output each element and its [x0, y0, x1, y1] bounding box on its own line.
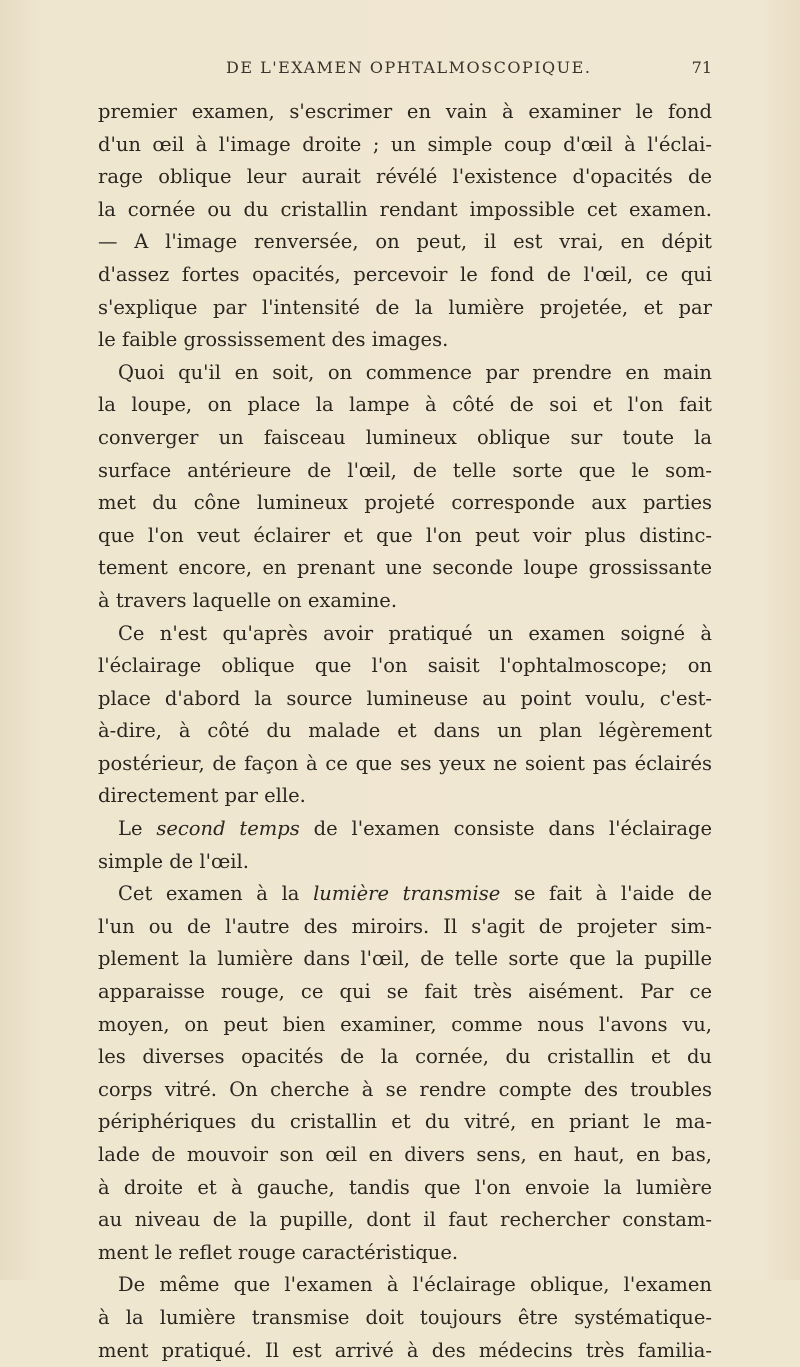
text-line: le faible grossissement des images. [98, 328, 449, 352]
text-line [98, 878, 712, 911]
text-line: les diverses opacités de la cornée, du cristallin et du [98, 1045, 712, 1069]
page-number: 71 [691, 58, 712, 77]
text-fragment: Le [118, 817, 157, 841]
text-line: De même que l'examen à l'éclairage oblique, l'examen [118, 1273, 712, 1297]
text-line: la loupe, on place la lampe à côté de soi et l'on fait [98, 393, 712, 417]
text-line: au niveau de la pupille, dont il faut rechercher constam- [98, 1208, 712, 1232]
body-text [98, 96, 712, 1367]
text-line: rage oblique leur aurait révélé l'existence d'opacités de [98, 165, 712, 189]
text-line: converger un faisceau lumineux oblique sur toute la [98, 425, 712, 449]
text-line: s'explique par l'intensité de la lumière projetée, et par [98, 295, 712, 319]
text-line: postérieur, de façon à ce que ses yeux ne soient pas éclairés [98, 751, 712, 775]
text-line: l'éclairage oblique que l'on saisit l'ophtalmoscope; on [98, 654, 712, 678]
text-line: la cornée ou du cristallin rendant impossible cet examen. [98, 197, 712, 221]
text-line: met du cône lumineux projeté corresponde aux parties [98, 491, 712, 515]
text-line: directement par elle. [98, 784, 306, 808]
text-line: — A l'image renversée, on peut, il est vrai, en dépit [98, 230, 712, 254]
text-line: place d'abord la source lumineuse au point voulu, c'est- [98, 686, 712, 710]
text-line: que l'on veut éclairer et que l'on peut voir plus distinc- [98, 523, 712, 547]
text-line: à travers laquelle on examine. [98, 588, 398, 612]
text-line: tement encore, en prenant une seconde loupe grossissante [98, 556, 712, 580]
text-line: lade de mouvoir son œil en divers sens, en haut, en bas, [98, 1143, 712, 1166]
text-line: ment pratiqué. Il est arrivé à des médecins très familia- [98, 1338, 712, 1362]
text-line: périphériques du cristallin et du vitré, en priant le ma- [98, 1110, 712, 1134]
running-title: DE L'EXAMEN OPHTALMOSCOPIQUE. [226, 58, 592, 77]
text-line: apparaisse rouge, ce qui se fait très aisément. Par ce [98, 980, 712, 1004]
text-fragment: de l'examen consiste dans l'éclairage [299, 817, 712, 841]
text-line: moyen, on peut bien examiner, comme nous l'avons vu, [98, 1012, 712, 1036]
text-line: plement la lumière dans l'œil, de telle sorte que la pupille [98, 947, 712, 971]
text-line: à la lumière transmise doit toujours être systématique- [98, 1305, 712, 1329]
text-line: à droite et à gauche, tandis que l'on envoie la lumière [98, 1175, 712, 1199]
text-line: d'un œil à l'image droite ; un simple coup d'œil à l'éclai- [98, 132, 712, 156]
italic-term: second temps [156, 817, 300, 841]
italic-term: lumière transmise [313, 882, 501, 906]
text-line: l'un ou de l'autre des miroirs. Il s'agit de projeter sim- [98, 914, 712, 938]
text-line: corps vitré. On cherche à se rendre compte des troubles [98, 1077, 712, 1101]
text-line: ment le reflet rouge caractéristique. [98, 1240, 459, 1264]
text-line: surface antérieure de l'œil, de telle sorte que le som- [98, 458, 712, 482]
text-line: simple de l'œil. [98, 849, 249, 873]
text-line: d'assez fortes opacités, percevoir le fond de l'œil, ce qui [98, 262, 712, 286]
text-line [98, 813, 712, 846]
text-line: Ce n'est qu'après avoir pratiqué un examen soigné à [118, 621, 712, 645]
text-line: premier examen, s'escrimer en vain à examiner le fond [98, 100, 712, 123]
text-fragment: Cet examen à la [118, 882, 314, 906]
text-line: Quoi qu'il en soit, on commence par prendre en main [118, 360, 712, 384]
page-header [98, 58, 712, 88]
text-fragment: se fait à l'aide de [500, 882, 712, 906]
text-line: à-dire, à côté du malade et dans un plan légèrement [98, 719, 712, 743]
